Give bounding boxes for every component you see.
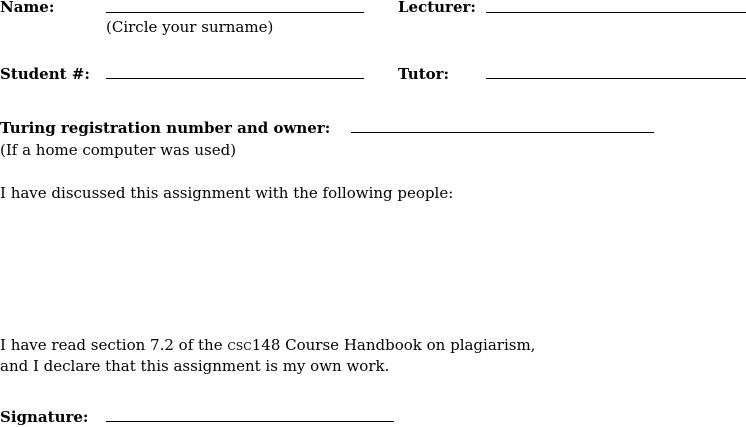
turing-registration-label: Turing registration number and owner:	[0, 119, 331, 137]
discussed-text: I have discussed this assignment with the following people:	[0, 184, 454, 202]
course-code: csc148	[227, 336, 281, 354]
declaration-text-after: Course Handbook on plagiarism,	[285, 336, 536, 354]
name-label: Name:	[0, 0, 55, 16]
turing-registration-hint: (If a home computer was used)	[0, 141, 237, 159]
declaration-line-2: and I declare that this assignment is my own work.	[0, 357, 390, 375]
student-number-label: Student #:	[0, 65, 90, 83]
signature-label: Signature:	[0, 408, 89, 426]
student-number-field[interactable]	[106, 78, 364, 79]
tutor-field[interactable]	[486, 78, 746, 79]
signature-field[interactable]	[106, 421, 394, 422]
turing-registration-field[interactable]	[351, 132, 654, 133]
name-field[interactable]	[106, 12, 364, 13]
declaration-text-before: I have read section 7.2 of the	[0, 336, 223, 354]
lecturer-label: Lecturer:	[398, 0, 476, 16]
declaration-line-1	[0, 338, 535, 353]
lecturer-field[interactable]	[486, 12, 746, 13]
tutor-label: Tutor:	[398, 65, 450, 83]
name-hint: (Circle your surname)	[106, 18, 274, 36]
discussed-people-area[interactable]	[0, 206, 600, 316]
